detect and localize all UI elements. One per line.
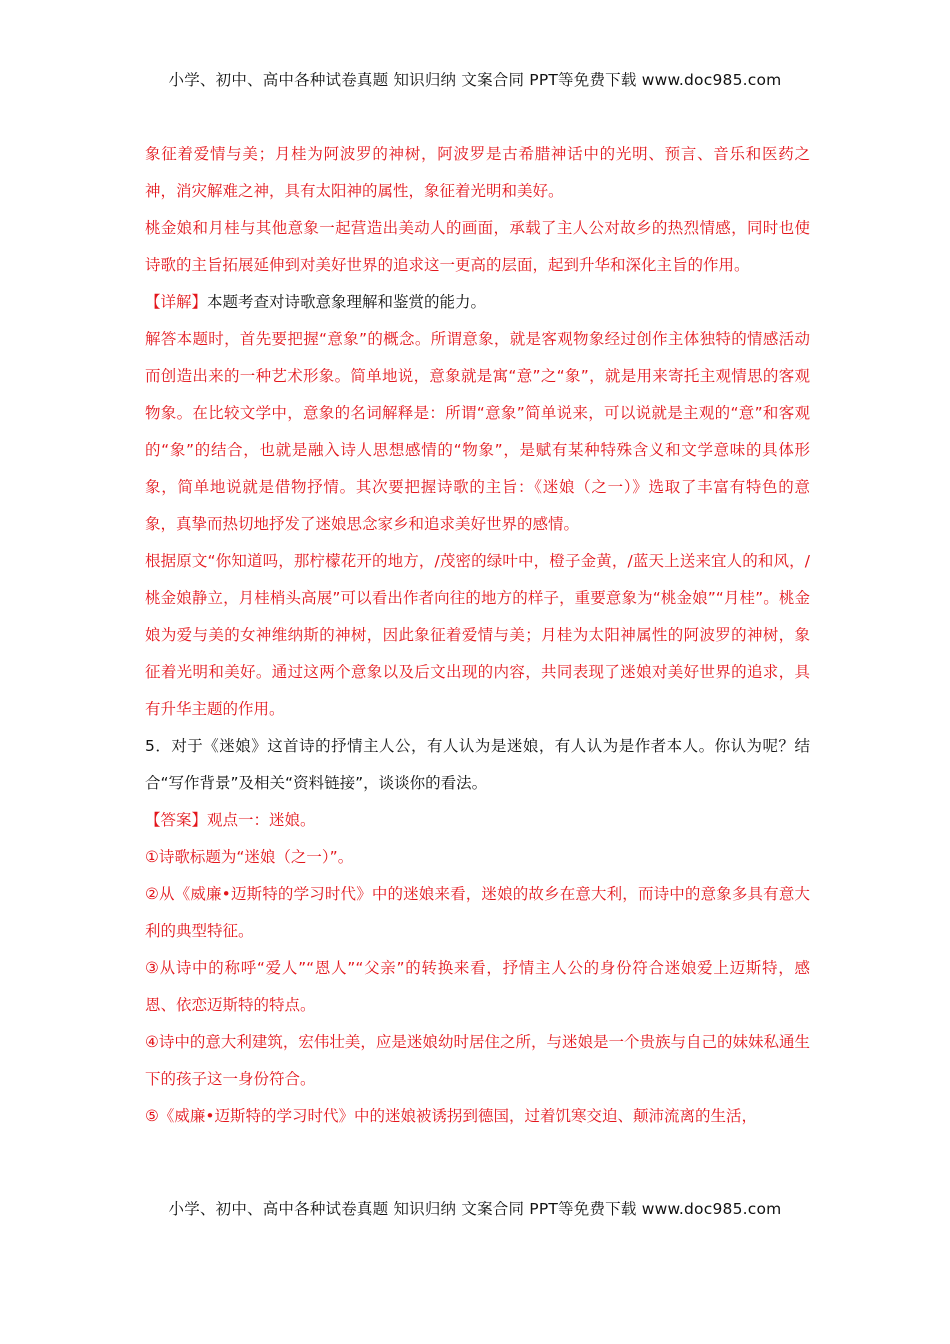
detail-text: 本题考查对诗歌意象理解和鉴赏的能力。 [207,293,487,311]
paragraph-original-text-analysis: 根据原文“你知道吗，那柠檬花开的地方，/茂密的绿叶中，橙子金黄，/蓝天上送来宜人的和风，/桃金娘静立，月桂梢头高展”可以看出作者向往的地方的样子，重要意象为“桃金娘”“月桂”。桃金娘为爱与美的女神维纳斯的神树，因此象征着爱情与美；月桂为太阳神属性的阿波罗的神树，象征着光明和美好。通过这两个意象以及后文出现的内容，共同表现了迷娘对美好世界的追求，具有升华主题的作用。 [145,552,810,718]
answer-line [145,802,810,839]
paragraph-imagery-symbolism: 象征着爱情与美；月桂为阿波罗的神树，阿波罗是古希腊神话中的光明、预言、音乐和医药之神，消灾解难之神，具有太阳神的属性，象征着光明和美好。 [145,145,810,200]
answer-point-1: ①诗歌标题为“迷娘（之一）”。 [145,848,354,866]
detail-tag: 【详解】 [145,293,208,311]
answer-point-5: ⑤《威廉•迈斯特的学习时代》中的迷娘被诱拐到德国，过着饥寒交迫、颠沛流离的生活， [145,1107,758,1125]
answer-point-4: ④诗中的意大利建筑，宏伟壮美，应是迷娘幼时居住之所，与迷娘是一个贵族与自己的妹妹私通生下的孩子这一身份符合。 [145,1033,810,1088]
paragraph-imagery-concept: 解答本题时，首先要把握“意象”的概念。所谓意象，就是客观物象经过创作主体独特的情感活动而创造出来的一种艺术形象。简单地说，意象就是寓“意”之“象”，就是用来寄托主观情思的客观物象。在比较文学中，意象的名词解释是：所谓“意象”简单说来，可以说就是主观的“意”和客观的“象”的结合，也就是融入诗人思想感情的“物象”，是赋有某种特殊含义和文学意味的具体形象，简单地说就是借物抒情。其次要把握诗歌的主旨：《迷娘（之一）》选取了丰富有特色的意象，真挚而热切地抒发了迷娘思念家乡和追求美好世界的感情。 [145,330,810,533]
answer-tag: 【答案】 [145,811,208,829]
answer-text: 观点一：迷娘。 [207,811,316,829]
answer-point-2: ②从《威廉•迈斯特的学习时代》中的迷娘来看，迷娘的故乡在意大利，而诗中的意象多具有意大利的典型特征。 [145,885,810,940]
paragraph-imagery-function: 桃金娘和月桂与其他意象一起营造出美动人的画面，承载了主人公对故乡的热烈情感，同时也使诗歌的主旨拓展延伸到对美好世界的追求这一更高的层面，起到升华和深化主旨的作用。 [145,219,810,274]
question-5: 5．对于《迷娘》这首诗的抒情主人公，有人认为是迷娘，有人认为是作者本人。你认为呢？结合“写作背景”及相关“资料链接”，谈谈你的看法。 [145,737,810,792]
document-body [145,136,810,1135]
page-header: 小学、初中、高中各种试卷真题 知识归纳 文案合同 PPT等免费下载 www.doc985.com [168,71,782,89]
answer-point-3: ③从诗中的称呼“爱人”“恩人”“父亲”的转换来看，抒情主人公的身份符合迷娘爱上迈斯特，感恩、依恋迈斯特的特点。 [145,959,810,1014]
detail-line [145,284,810,321]
page-footer: 小学、初中、高中各种试卷真题 知识归纳 文案合同 PPT等免费下载 www.doc985.com [168,1200,782,1218]
